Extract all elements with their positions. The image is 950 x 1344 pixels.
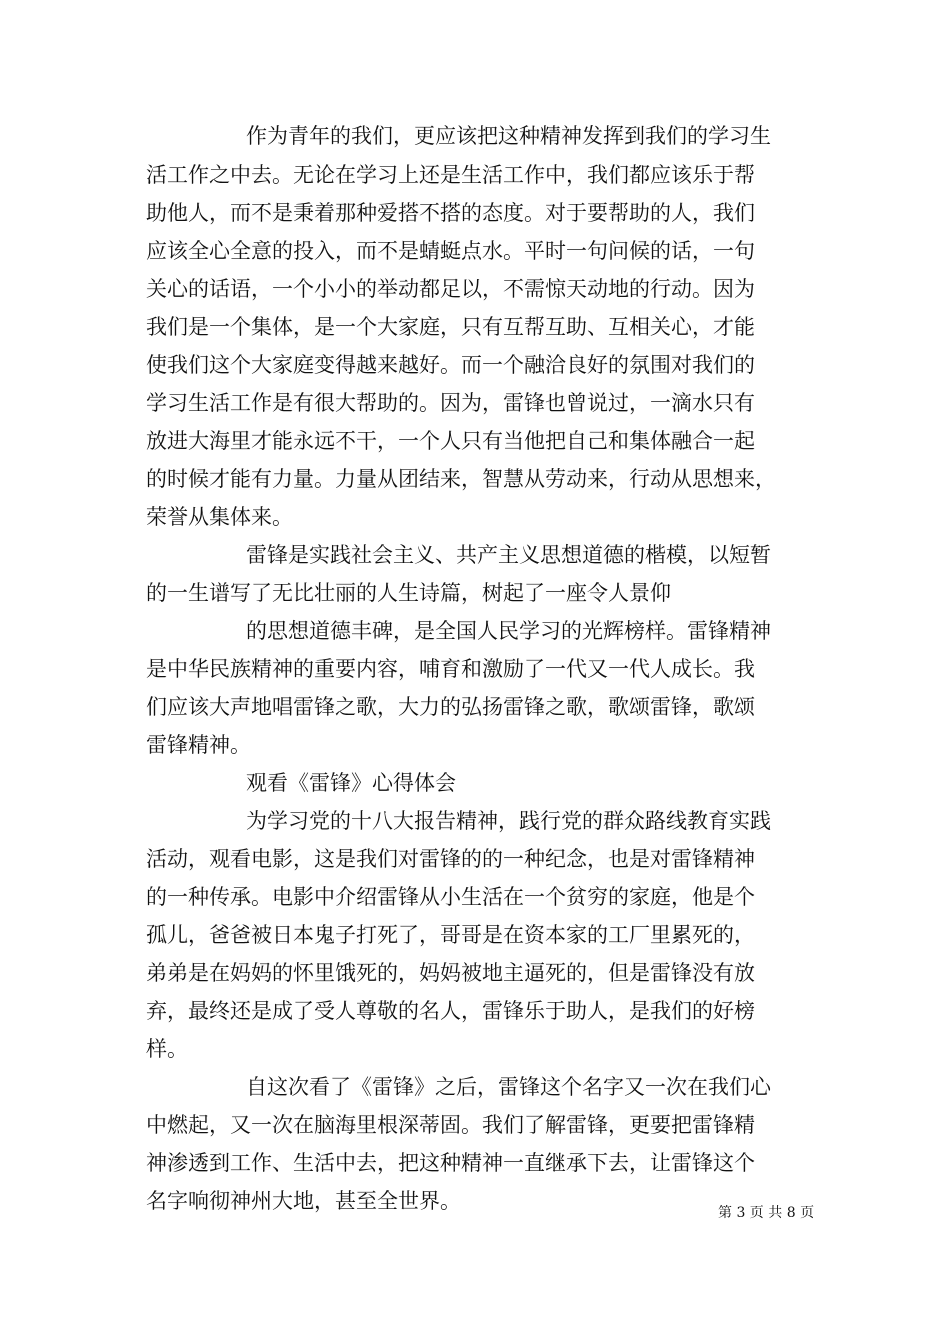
paragraph-line: 活工作之中去。无论在学习上还是生活工作中，我们都应该乐于帮 xyxy=(146,163,755,187)
paragraph-line: 放进大海里才能永远不干，一个人只有当他把自己和集体融合一起 xyxy=(146,429,755,453)
page-number-footer: 第 3 页 共 8 页 xyxy=(718,1205,815,1221)
paragraph-line: 荣誉从集体来。 xyxy=(146,505,293,529)
paragraph-line: 作为青年的我们，更应该把这种精神发挥到我们的学习生 xyxy=(246,124,771,148)
paragraph-line: 的时候才能有力量。力量从团结来，智慧从劳动来，行动从思想来， xyxy=(146,467,776,491)
paragraph-line: 孤儿，爸爸被日本鬼子打死了，哥哥是在资本家的工厂里累死的， xyxy=(146,923,755,947)
paragraph-line: 名字响彻神州大地，甚至全世界。 xyxy=(146,1189,461,1213)
paragraph-line: 弃，最终还是成了受人尊敬的名人，雷锋乐于助人，是我们的好榜 xyxy=(146,999,755,1023)
paragraph-line: 中燃起，又一次在脑海里根深蒂固。我们了解雷锋，更要把雷锋精 xyxy=(146,1113,755,1137)
paragraph-line: 雷锋是实践社会主义、共产主义思想道德的楷模，以短暂 xyxy=(246,543,771,567)
paragraph-line: 们应该大声地唱雷锋之歌，大力的弘扬雷锋之歌，歌颂雷锋，歌颂 xyxy=(146,695,755,719)
paragraph-line: 我们是一个集体，是一个大家庭，只有互帮互助、互相关心，才能 xyxy=(146,315,755,339)
paragraph-line: 助他人，而不是秉着那种爱搭不搭的态度。对于要帮助的人，我们 xyxy=(146,201,755,225)
paragraph-line: 弟弟是在妈妈的怀里饿死的，妈妈被地主逼死的，但是雷锋没有放 xyxy=(146,961,755,985)
paragraph-line: 为学习党的十八大报告精神，践行党的群众路线教育实践 xyxy=(246,809,771,833)
paragraph-line: 活动，观看电影，这是我们对雷锋的的一种纪念，也是对雷锋精神 xyxy=(146,847,755,871)
paragraph-line: 样。 xyxy=(146,1037,188,1061)
paragraph-line: 应该全心全意的投入，而不是蜻蜓点水。平时一句问候的话，一句 xyxy=(146,239,755,263)
paragraph-line: 的一生谱写了无比壮丽的人生诗篇，树起了一座令人景仰 xyxy=(146,581,671,605)
paragraph-line: 的一种传承。电影中介绍雷锋从小生活在一个贫穷的家庭，他是个 xyxy=(146,885,755,909)
paragraph-line: 神渗透到工作、生活中去，把这种精神一直继承下去，让雷锋这个 xyxy=(146,1151,755,1175)
paragraph-line: 使我们这个大家庭变得越来越好。而一个融洽良好的氛围对我们的 xyxy=(146,353,755,377)
paragraph-line: 是中华民族精神的重要内容，哺育和激励了一代又一代人成长。我 xyxy=(146,657,755,681)
section-title: 观看《雷锋》心得体会 xyxy=(246,771,456,795)
paragraph-line: 关心的话语，一个小小的举动都足以，不需惊天动地的行动。因为 xyxy=(146,277,755,301)
paragraph-line: 雷锋精神。 xyxy=(146,733,251,757)
paragraph-line: 自这次看了《雷锋》之后，雷锋这个名字又一次在我们心 xyxy=(246,1075,771,1099)
paragraph-line: 的思想道德丰碑，是全国人民学习的光辉榜样。雷锋精神 xyxy=(246,619,771,643)
paragraph-line: 学习生活工作是有很大帮助的。因为，雷锋也曾说过，一滴水只有 xyxy=(146,391,755,415)
